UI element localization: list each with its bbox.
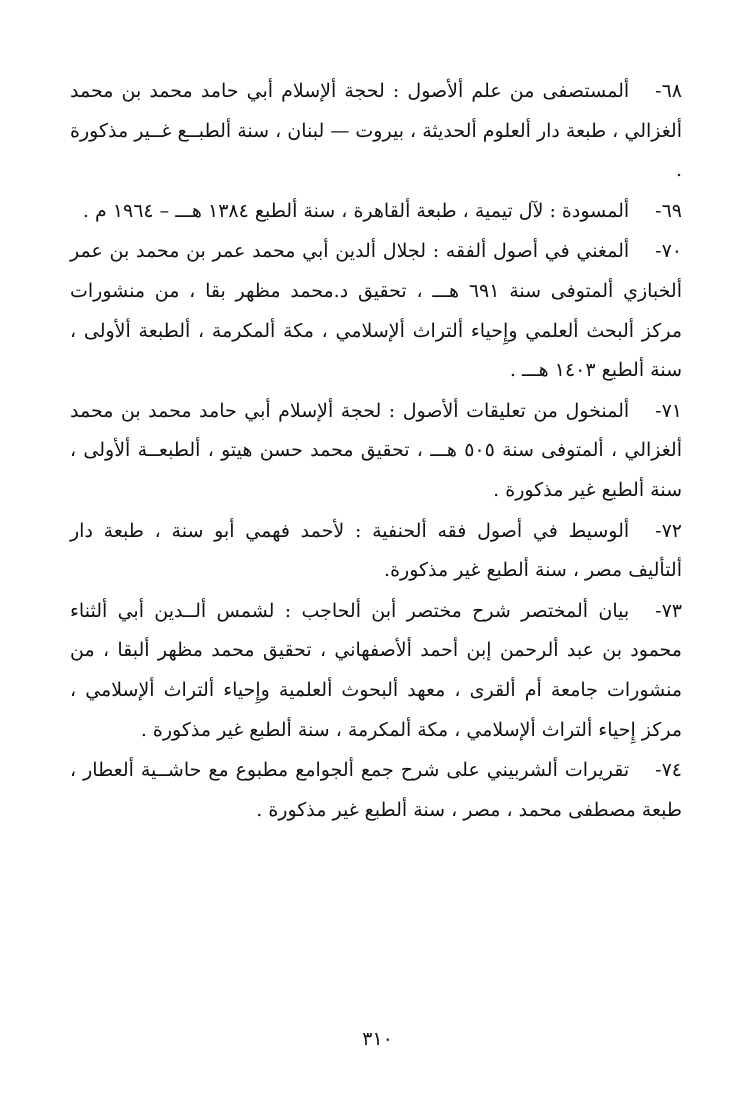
entry-number: ٧٠- xyxy=(655,240,682,263)
entry-text: ألمغني في أصول ألفقه : لجلال ألدين أبي محمد عمر بن محمد بن عمر ألخبازي ألمتوفى سنة ٦٩١ هـــ ، تحقيق د.محمد مظهر بقا ، من منشورات مركز ألبحث ألعلمي وإِحياء ألتراث ألإسلامي ، مكة ألمكرمة ، ألطبعة ألأولى ، سنة ألطبع ١٤٠٣ هـــ . xyxy=(70,240,682,382)
bibliography-entry-73 xyxy=(70,592,682,750)
entry-number: ٧١- xyxy=(655,399,682,422)
bibliography-list xyxy=(70,72,682,831)
bibliography-entry-68 xyxy=(70,72,682,191)
entry-text: ألوسيط في أصول فقه ألحنفية : لأحمد فهمي أبو سنة ، طبعة دار ألتأليف مصر ، سنة ألطبع غير مذكورة. xyxy=(70,519,682,582)
bibliography-entry-74 xyxy=(70,751,682,830)
entry-text: بيان ألمختصر شرح مختصر أبن ألحاجب : لشمس ألــدين أبي ألثناء محمود بن عبد ألرحمن إبن أحمد ألأصفهاني ، تحقيق محمد مظهر ألبقا ، من منشورات جامعة أم ألقرى ، معهد ألبحوث ألعلمية وإِحياء ألتراث ألإسلامي ، مركز إِحياء ألتراث ألإسلامي ، مكة ألمكرمة ، سنة ألطبع غير مذكورة . xyxy=(70,599,682,741)
page-number: ٣١٠ xyxy=(362,1028,393,1050)
entry-text: ألمسودة : لآل تيمية ، طبعة ألقاهرة ، سنة ألطبع ١٣٨٤ هـــ – ١٩٦٤ م . xyxy=(82,199,630,222)
entry-number: ٦٨- xyxy=(655,80,682,102)
entry-number: ٧٢- xyxy=(655,519,682,542)
bibliography-entry-69 xyxy=(70,192,682,232)
entry-text: ألمنخول من تعليقات ألأصول : لحجة ألإسلام أبي حامد محمد بن محمد ألغزالي ، ألمتوفى سنة ٥٠٥ هـــ ، تحقيق محمد حسن هيتو ، ألطبعــة ألأولى ، سنة ألطبع غير مذكورة . xyxy=(70,399,682,501)
entry-number: ٧٤- xyxy=(655,759,682,782)
bibliography-entry-70 xyxy=(70,232,682,390)
bibliography-entry-72 xyxy=(70,512,682,591)
entry-number: ٦٩- xyxy=(655,199,682,222)
entry-text: تقريرات ألشربيني على شرح جمع ألجوامع مطبوع مع حاشــية ألعطار ، طبعة مصطفى محمد ، مصر ، سنة ألطبع غير مذكورة . xyxy=(70,759,682,821)
entry-number: ٧٣- xyxy=(655,599,682,622)
bibliography-entry-71 xyxy=(70,392,682,511)
entry-text: ألمستصفى من علم ألأصول : لحجة ألإسلام أبي حامد محمد بن محمد ألغزالي ، طبعة دار ألعلوم ألحديثة ، بيروت — لبنان ، سنة ألطبــع غــير مذكورة . xyxy=(70,80,682,182)
